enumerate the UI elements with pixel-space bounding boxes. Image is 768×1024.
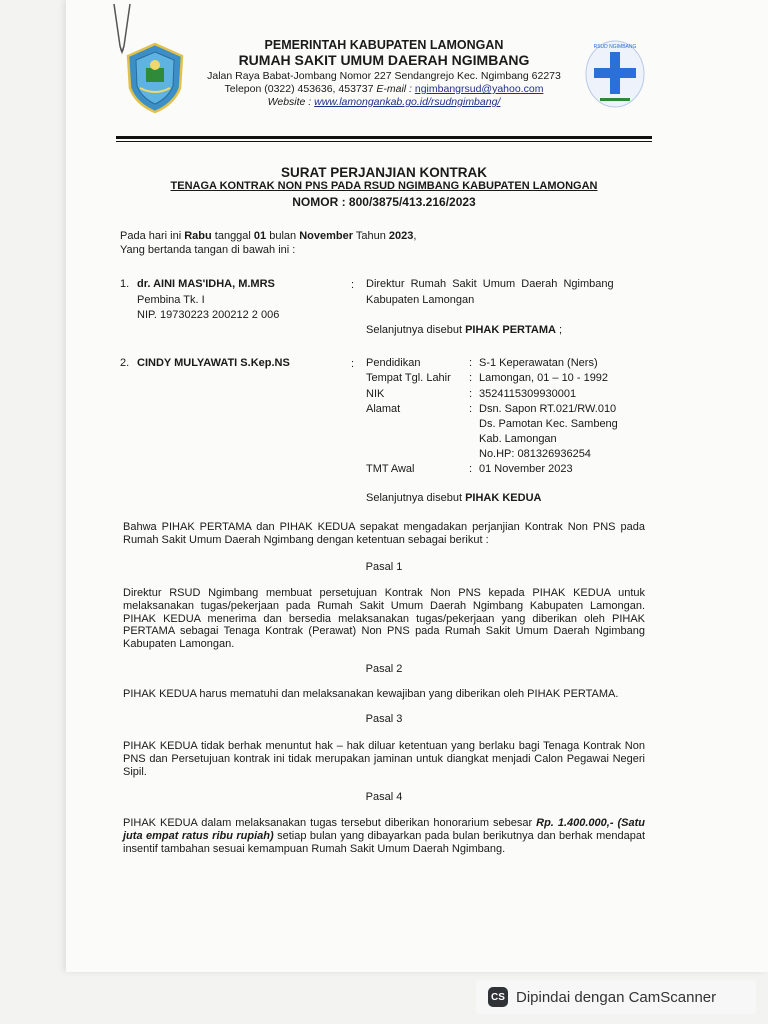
field-value-education: S-1 Keperawatan (Ners) <box>479 357 598 369</box>
pasal-3-title: Pasal 3 <box>365 713 403 725</box>
phone-text: Telepon (0322) 453636, 453737 <box>224 83 374 95</box>
field-label: TMT Awal <box>366 463 415 475</box>
field-label: Pendidikan <box>366 357 421 369</box>
letterhead-hospital: RUMAH SAKIT UMUM DAERAH NGIMBANG <box>238 52 530 68</box>
pasal-4-text: PIHAK KEDUA dalam melaksanakan tugas tersebut diberikan honorarium sebesar Rp. 1.400.000,- (Satu juta empat ratus ribu rupiah) setiap bulan yang dibayarkan pada bulan berikutnya dan berhak mendapat insentif tambahan sesuai kemampuan Rumah Sakit Umum Daerah Ngimbang. <box>123 817 645 855</box>
field-label: Tempat Tgl. Lahir <box>366 372 451 384</box>
letterhead-government: PEMERINTAH KABUPATEN LAMONGAN <box>264 38 504 52</box>
website-link[interactable]: www.lamongankab.go.id/rsudngimbang/ <box>314 96 501 108</box>
logo-text: RSUD NGIMBANG <box>593 44 637 50</box>
field-colon: : <box>469 463 473 475</box>
field-colon: : <box>469 388 473 400</box>
letterhead-address: Jalan Raya Babat-Jombang Nomor 227 Sendangrejo Kec. Ngimbang 62273 <box>207 70 561 82</box>
party1-colon: : <box>351 279 355 291</box>
party1-role-line2: Kabupaten Lamongan <box>366 294 475 306</box>
pasal-3-text: PIHAK KEDUA tidak berhak menuntut hak – hak diluar ketentuan yang berlaku bagi Tenaga Kontrak Non PNS dan Persetujuan kontrak ini tidak merupakan jaminan untuk diangkat menjadi Calon Pegawai Negeri Sipil. <box>123 740 645 778</box>
document-title: SURAT PERJANJIAN KONTRAK <box>280 165 487 180</box>
party2-number: 2. <box>120 357 130 369</box>
letterhead-contact <box>0 83 768 95</box>
pasal-2-title: Pasal 2 <box>365 663 403 675</box>
address-line: Ds. Pamotan Kec. Sambeng <box>479 418 618 430</box>
document-number: NOMOR : 800/3875/413.216/2023 <box>292 195 476 209</box>
field-value-nik: 3524115309930001 <box>479 388 577 400</box>
website-label: Website : <box>267 96 312 108</box>
party1-number: 1. <box>120 278 130 290</box>
pasal-4-title: Pasal 4 <box>365 791 403 803</box>
field-label: Alamat <box>366 403 401 415</box>
pasal-1-title: Pasal 1 <box>365 561 403 573</box>
email-label: E-mail : <box>376 83 412 95</box>
party1-designation: Selanjutnya disebut PIHAK PERTAMA ; <box>366 324 563 336</box>
field-label: NIK <box>366 388 385 400</box>
party1-rank: Pembina Tk. I <box>137 294 205 306</box>
letterhead-rule-thin <box>116 141 652 142</box>
field-colon: : <box>469 403 473 415</box>
party1-nip: NIP. 19730223 200212 2 006 <box>137 309 280 321</box>
letterhead-rule-thick <box>116 136 652 139</box>
camscanner-text: Dipindai dengan CamScanner <box>516 988 717 1006</box>
party2-colon: : <box>351 358 355 370</box>
honorarium-amount: Rp. 1.400.000,- (Satu juta empat ratus ribu rupiah) <box>123 817 645 842</box>
letterhead-website <box>0 96 768 108</box>
opening-month: November <box>299 230 353 242</box>
party1-name: dr. AINI MAS'IDHA, M.MRS <box>137 278 275 290</box>
field-colon: : <box>469 357 473 369</box>
pasal-2-text: PIHAK KEDUA harus mematuhi dan melaksanakan kewajiban yang diberikan oleh PIHAK PERTAMA. <box>123 688 619 700</box>
opening-year: 2023 <box>388 230 414 242</box>
party1-role-line1: Direktur Rumah Sakit Umum Daerah Ngimbang <box>366 278 614 290</box>
party2-name: CINDY MULYAWATI S.Kep.NS <box>137 357 290 369</box>
email-link[interactable]: ngimbangrsud@yahoo.com <box>414 83 544 95</box>
intro-paragraph: Bahwa PIHAK PERTAMA dan PIHAK KEDUA sepakat mengadakan perjanjian Kontrak Non PNS pada Rumah Sakit Umum Daerah Ngimbang dengan ketentuan sebagai berikut : <box>123 521 645 546</box>
field-value-tmt: 01 November 2023 <box>479 463 573 475</box>
field-colon: : <box>469 372 473 384</box>
party2-designation: Selanjutnya disebut PIHAK KEDUA <box>366 492 542 504</box>
opening-day: Rabu <box>184 230 212 242</box>
field-value-birth: Lamongan, 01 – 10 - 1992 <box>479 372 609 384</box>
opening-line-2: Yang bertanda tangan di bawah ini : <box>120 244 296 256</box>
opening-line: Pada hari ini Rabu tanggal 01 bulan November Tahun 2023, <box>120 230 417 242</box>
camscanner-watermark <box>476 980 756 1014</box>
field-value-address: Dsn. Sapon RT.021/RW.010 <box>479 403 617 415</box>
camscanner-icon: CS <box>488 987 508 1007</box>
address-line: Kab. Lamongan <box>479 433 557 445</box>
document-subtitle: TENAGA KONTRAK NON PNS PADA RSUD NGIMBANG KABUPATEN LAMONGAN <box>170 180 598 192</box>
opening-date: 01 <box>253 230 267 242</box>
address-line-phone: No.HP: 081326936254 <box>479 448 591 460</box>
pasal-1-text: Direktur RSUD Ngimbang membuat persetujuan Kontrak Non PNS kepada PIHAK KEDUA untuk melaksanakan tugas/pekerjaan pada Rumah Sakit Umum Daerah Ngimbang Kabupaten Lamongan. PIHAK KEDUA menerima dan bersedia melaksanakan tugas/pekerjaan yang diberikan oleh PIHAK PERTAMA sebagai Tenaga Kontrak (Perawat) Non PNS pada Rumah Sakit Umum Daerah Ngimbang Kabupaten Lamongan. <box>123 587 645 651</box>
